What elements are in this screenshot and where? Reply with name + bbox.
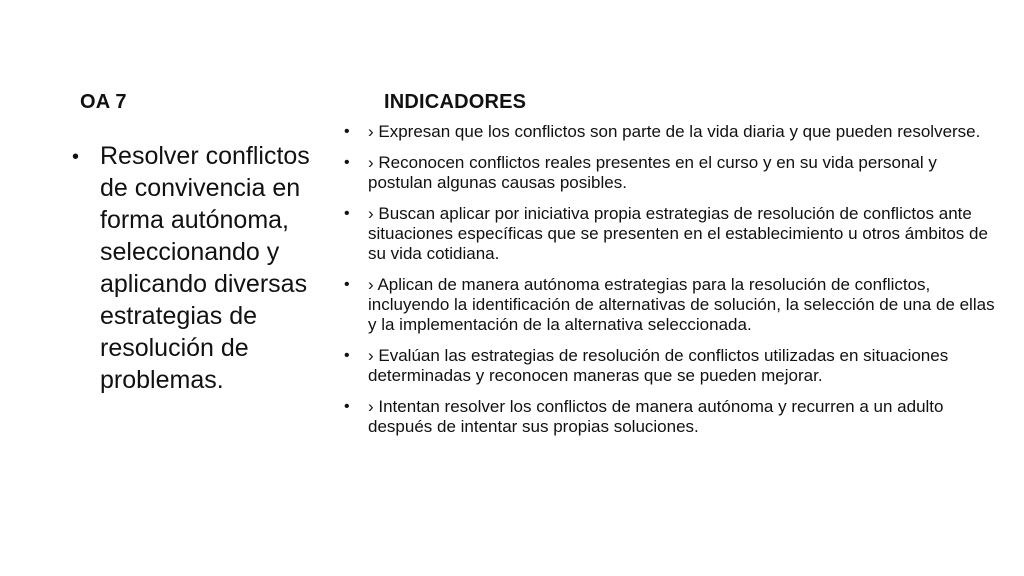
bullet-icon: • (344, 276, 350, 293)
bullet-icon: • (344, 398, 350, 415)
indicator-item (344, 397, 1004, 437)
indicator-item (344, 153, 1004, 193)
objective-item (72, 140, 312, 396)
indicator-text: › Aplican de manera autónoma estrategias para la resolución de conflictos, incluyendo la identificación de alternativas de solución, la selección de una de ellas y la implementación de la alternativa seleccionada. (368, 275, 995, 334)
indicator-text: › Expresan que los conflictos son parte de la vida diaria y que pueden resolverse. (368, 122, 981, 141)
indicadores-heading: INDICADORES (384, 91, 527, 113)
objective-text: Resolver conflictos de convivencia en forma autónoma, seleccionando y aplicando diversas estrategias de resolución de problemas. (100, 142, 310, 394)
indicator-item (344, 346, 1004, 386)
indicator-item (344, 122, 1004, 142)
indicator-item (344, 275, 1004, 335)
oa-heading: OA 7 (80, 91, 127, 113)
objective-column (72, 140, 312, 396)
bullet-icon: • (72, 146, 80, 168)
indicator-text: › Reconocen conflictos reales presentes en el curso y en su vida personal y postulan algunas causas posibles. (368, 153, 937, 192)
indicator-text: › Evalúan las estrategias de resolución de conflictos utilizadas en situaciones determinadas y reconocen maneras que se pueden mejorar. (368, 346, 949, 385)
bullet-icon: • (344, 123, 350, 140)
indicator-list (344, 122, 1004, 437)
indicators-column (344, 122, 1004, 448)
indicator-text: › Intentan resolver los conflictos de manera autónoma y recurren a un adulto después de intentar sus propias soluciones. (368, 397, 944, 436)
indicator-item (344, 204, 1004, 264)
bullet-icon: • (344, 154, 350, 171)
bullet-icon: • (344, 205, 350, 222)
indicator-text: › Buscan aplicar por iniciativa propia estrategias de resolución de conflictos ante situaciones específicas que se presenten en el establecimiento u otros ámbitos de su vida cotidiana. (368, 204, 988, 263)
objective-list (72, 140, 312, 396)
bullet-icon: • (344, 347, 350, 364)
